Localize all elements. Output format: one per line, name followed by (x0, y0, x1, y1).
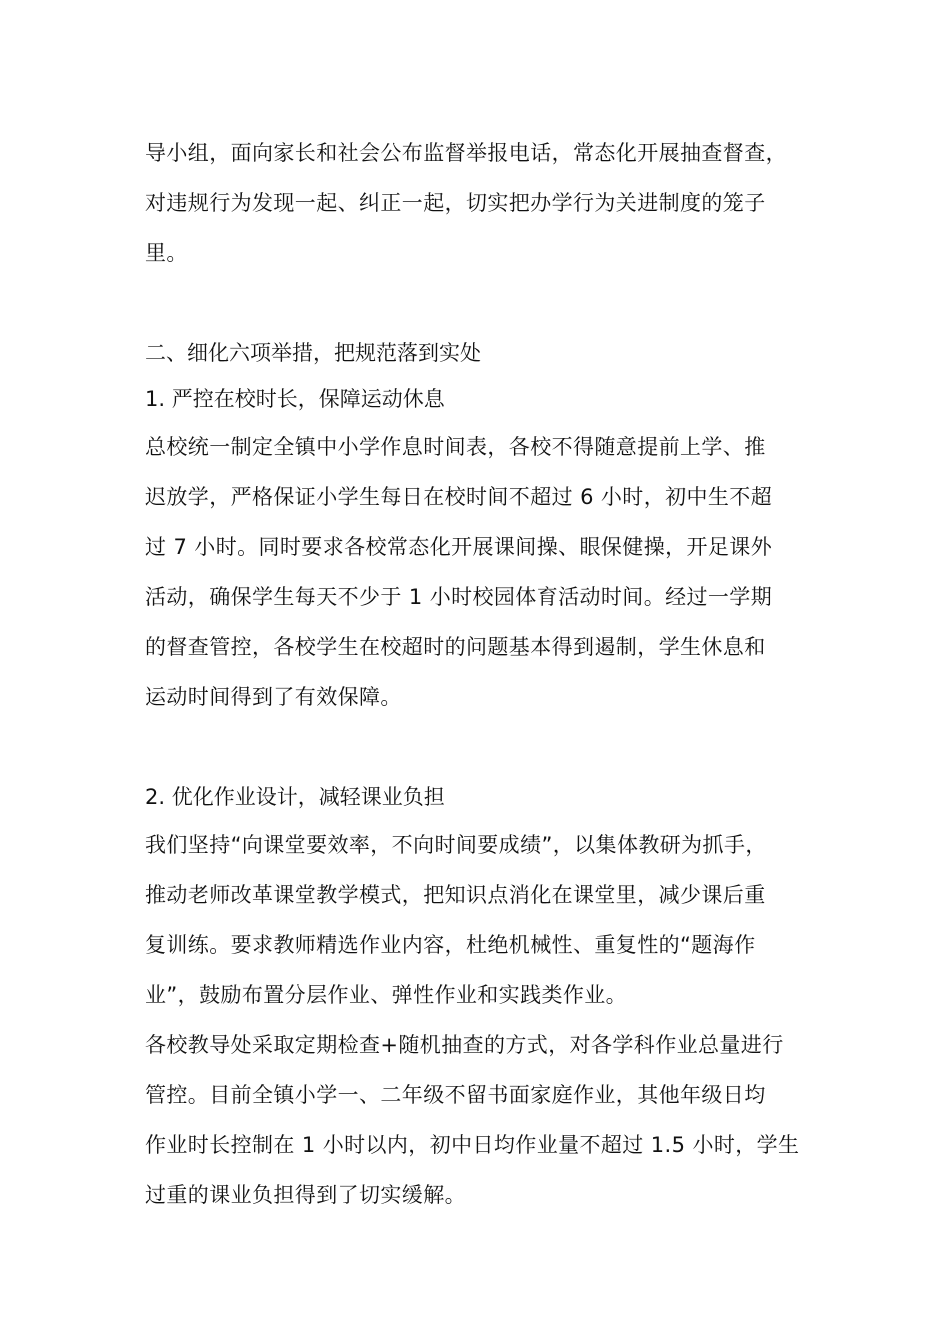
text-line: 各校教导处采取定期检查+随机抽查的方式，对各学科作业总量进行 (145, 1033, 784, 1057)
item1-heading: 1. 严控在校时长，保障运动休息 (145, 387, 445, 411)
text-line: 过重的课业负担得到了切实缓解。 (145, 1183, 466, 1207)
document-body (145, 128, 835, 1220)
text-line: 复训练。要求教师精选作业内容，杜绝机械性、重复性的“题海作 (145, 933, 756, 957)
item1-paragraph (145, 422, 835, 722)
text-line: 运动时间得到了有效保障。 (145, 685, 402, 709)
section-heading: 二、细化六项举措，把规范落到实处 (145, 341, 481, 365)
text-line: 活动，确保学生每天不少于 1 小时校园体育活动时间。经过一学期 (145, 585, 773, 609)
text-line: 我们坚持“向课堂要效率，不向时间要成绩”，以集体教研为抓手， (145, 833, 767, 857)
text-line: 对违规行为发现一起、纠正一起，切实把办学行为关进制度的笼子 (145, 191, 766, 215)
item2-heading: 2. 优化作业设计，减轻课业负担 (145, 785, 445, 809)
text-line: 的督查管控，各校学生在校超时的问题基本得到遏制，学生休息和 (145, 635, 766, 659)
text-line: 业”，鼓励布置分层作业、弹性作业和实践类作业。 (145, 983, 628, 1007)
text-line: 总校统一制定全镇中小学作息时间表，各校不得随意提前上学、推 (145, 435, 766, 459)
item2-paragraph-2 (145, 1020, 835, 1220)
intro-paragraph (145, 128, 835, 278)
text-line: 管控。目前全镇小学一、二年级不留书面家庭作业，其他年级日均 (145, 1083, 766, 1107)
text-line: 过 7 小时。同时要求各校常态化开展课间操、眼保健操，开足课外 (145, 535, 773, 559)
text-line: 导小组，面向家长和社会公布监督举报电话，常态化开展抽查督查， (145, 141, 787, 165)
text-line: 作业时长控制在 1 小时以内，初中日均作业量不超过 1.5 小时，学生 (145, 1133, 800, 1157)
text-line: 推动老师改革课堂教学模式，把知识点消化在课堂里，减少课后重 (145, 883, 766, 907)
item2-paragraph (145, 820, 835, 1020)
text-line: 里。 (145, 241, 188, 265)
text-line: 迟放学，严格保证小学生每日在校时间不超过 6 小时，初中生不超 (145, 485, 773, 509)
